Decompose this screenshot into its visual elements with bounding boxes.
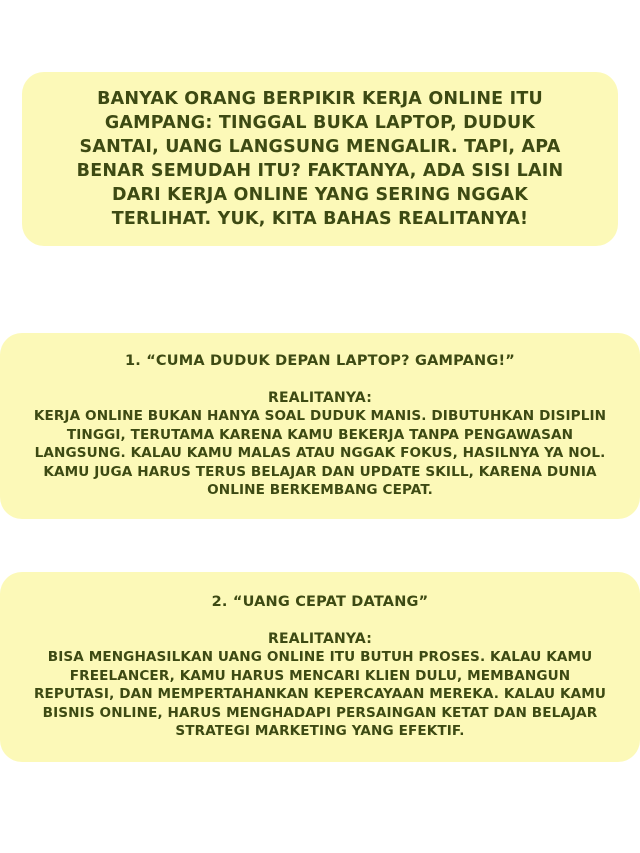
point-body: KERJA ONLINE BUKAN HANYA SOAL DUDUK MANIS. DIBUTUHKAN DISIPLIN TINGGI, TERUTAMA KARENA KAMU BEKERJA TANPA PENGAWASAN LANGSUNG. KALAU KAMU MALAS ATAU NGGAK FOKUS, HASILNYA YA NOL. KAMU JUGA HARUS TERUS BELAJAR DAN UPDATE SKILL, KARENA DUNIA ONLINE BERKEMBANG CEPAT. — [33, 408, 607, 499]
point-label: REALITANYA: — [267, 631, 372, 648]
intro-text: BANYAK ORANG BERPIKIR KERJA ONLINE ITU GAMPANG: TINGGAL BUKA LAPTOP, DUDUK SANTAI, UANG LANGSUNG MENGALIR. TAPI, APA BENAR SEMUDAH ITU? FAKTANYA, ADA SISI LAIN DARI KERJA ONLINE YANG SERING NGGAK TERLIHAT. YUK, KITA BAHAS REALITANYA! — [76, 89, 564, 229]
point-title: 1. “CUMA DUDUK DEPAN LAPTOP? GAMPANG!” — [124, 353, 516, 370]
intro-card — [22, 72, 618, 246]
point-body: BISA MENGHASILKAN UANG ONLINE ITU BUTUH PROSES. KALAU KAMU FREELANCER, KAMU HARUS MENCARI KLIEN DULU, MEMBANGUN REPUTASI, DAN MEMPERTAHANKAN KEPERCAYAAN MEREKA. KALAU KAMU BISNIS ONLINE, HARUS MENGHADAPI PERSAINGAN KETAT DAN BELAJAR STRATEGI MARKETING YANG EFEKTIF. — [33, 649, 607, 740]
point-label: REALITANYA: — [267, 390, 372, 407]
point-card-1 — [0, 333, 640, 519]
point-title: 2. “UANG CEPAT DATANG” — [211, 594, 429, 611]
point-card-2 — [0, 572, 640, 762]
